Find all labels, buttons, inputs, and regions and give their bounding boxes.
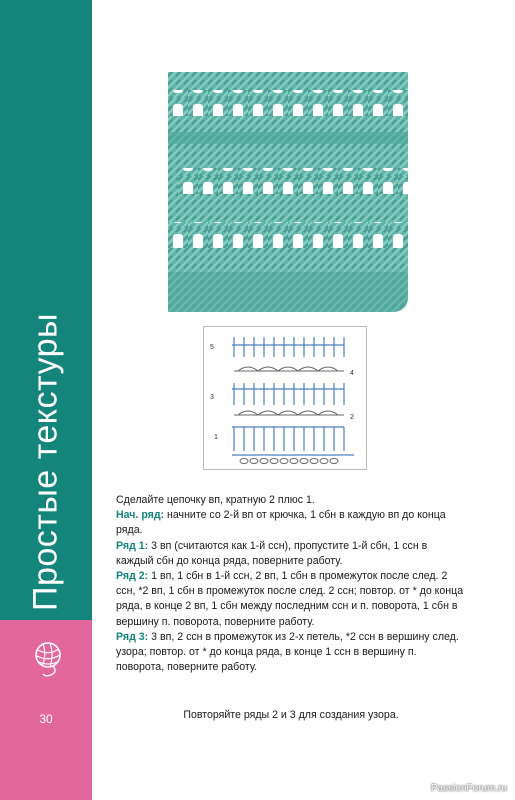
stitch-diagram [203,326,367,470]
watermark: PassionForum.ru [430,783,507,794]
crochet-swatch-photo [168,72,408,312]
pattern-instructions [116,493,466,675]
yarn-ball-icon [33,640,65,678]
row-text: 3 вп (считаются как 1-й ссн), пропустите 1-й сбн, 1 ссн в каждый сбн до конца ряда, поверните работу. [116,539,428,567]
row-label: Ряд 3: [116,630,149,643]
row-text: 1 вп, 1 сбн в 1-й ссн, 2 вп, 1 сбн в промежуток после след. 2 ссн, *2 вп, 1 сбн в промежуток после след. 2 ссн; повтор. от * до конца ряда, в конце 2 вп, 1 сбн между последним ссн и п. поворота, 1 сбн в вершину п. поворота, поверните работу. [116,570,464,628]
row-2 [116,569,466,630]
repeat-note: Повторяйте ряды 2 и 3 для создания узора. [183,709,399,721]
page-number: 30 [39,712,53,726]
row-text: начните со 2-й вп от крючка, 1 сбн в каждую вп до конца ряда. [116,509,446,537]
intro-line: Сделайте цепочку вп, кратную 2 плюс 1. [116,494,315,506]
row-label: Нач. ряд: [116,509,165,522]
diagram-row-number: 1 [214,434,218,441]
diagram-row-number: 3 [210,394,214,401]
diagram-row-number: 5 [210,344,214,351]
row-text: 3 вп, 2 ссн в промежуток из 2-х петель, *2 ссн в вершину след. узора; повтор. от * до конца ряда, в конце 1 ссн в вершину п. поворота, поверните работу. [116,630,459,674]
diagram-row-number: 4 [350,370,354,377]
row-label: Ряд 1: [116,539,149,552]
row-3 [116,630,466,676]
row-1 [116,539,466,569]
row-label: Ряд 2: [116,570,149,583]
diagram-row-number: 2 [350,414,354,421]
row-foundation [116,508,466,538]
section-title: Простые текстуры [26,313,65,611]
